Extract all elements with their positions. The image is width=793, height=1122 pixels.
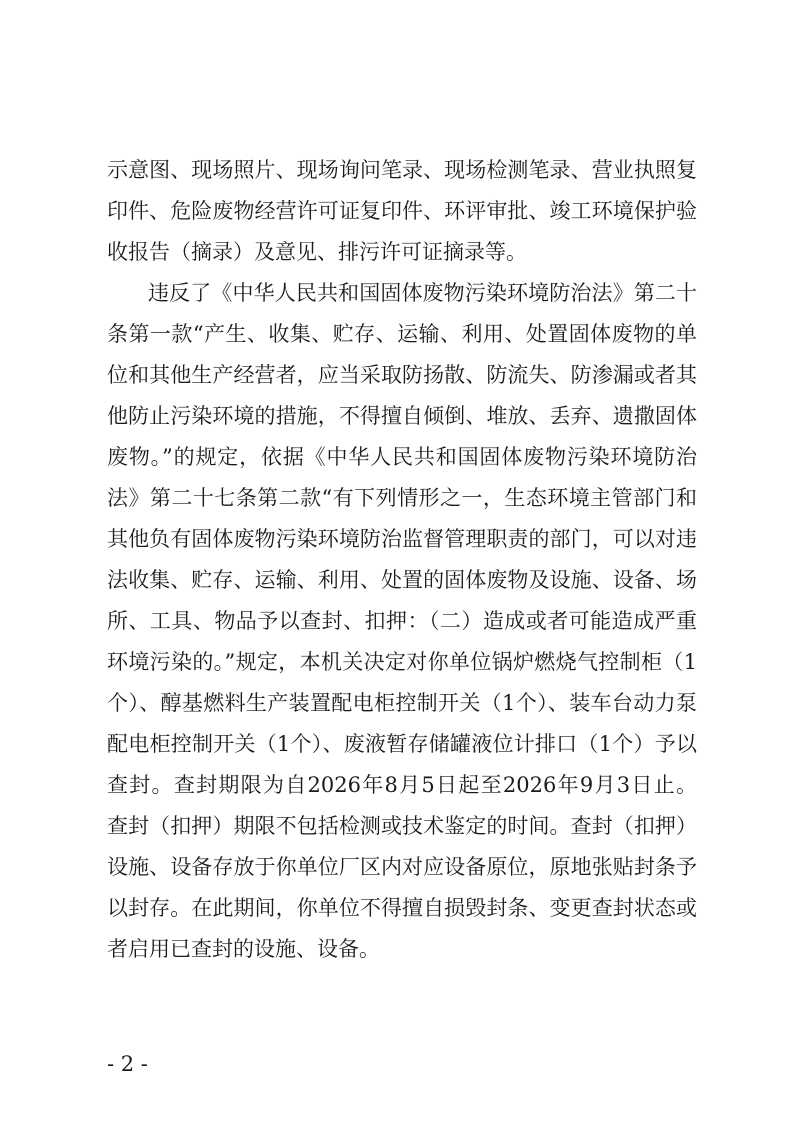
- page-number: - 2 -: [107, 1052, 148, 1076]
- body-text-line: 查封（扣押）期限不包括检测或技术鉴定的时间。查封（扣押）: [107, 814, 697, 838]
- body-text-line: 他防止污染环境的措施，不得擅自倾倒、堆放、丢弃、遗撒固体: [107, 404, 697, 428]
- body-text-line: 印件、危险废物经营许可证复印件、环评审批、竣工环境保护验: [107, 199, 697, 223]
- body-text-line: 示意图、现场照片、现场询问笔录、现场检测笔录、营业执照复: [107, 158, 697, 182]
- body-text-line: 位和其他生产经营者，应当采取防扬散、防流失、防渗漏或者其: [107, 363, 697, 387]
- body-text-line: 收报告（摘录）及意见、排污许可证摘录等。: [107, 240, 527, 264]
- body-text-line: 环境污染的。”规定，本机关决定对你单位锅炉燃烧气控制柜（1: [107, 650, 697, 674]
- body-text-line: 法收集、贮存、运输、利用、处置的固体废物及设施、设备、场: [107, 568, 697, 592]
- body-text-line: 所、工具、物品予以查封、扣押：（二）造成或者可能造成严重: [107, 609, 697, 633]
- body-text-line: 其他负有固体废物污染环境防治监督管理职责的部门，可以对违: [107, 527, 697, 551]
- body-text-line: 个）、醇基燃料生产装置配电柜控制开关（1个）、装车台动力泵: [107, 691, 697, 715]
- body-text-line: 条第一款“产生、收集、贮存、运输、利用、处置固体废物的单: [107, 322, 697, 346]
- body-text-line: 废物。”的规定，依据《中华人民共和国固体废物污染环境防治: [107, 445, 697, 469]
- body-text-line: 配电柜控制开关（1个）、废液暂存储罐液位计排口（1个）予以: [107, 732, 697, 756]
- body-text-line: 设施、设备存放于你单位厂区内对应设备原位，原地张贴封条予: [107, 855, 697, 879]
- body-text-line: 法》第二十七条第二款“有下列情形之一，生态环境主管部门和: [107, 486, 697, 510]
- body-text-line: 者启用已查封的设施、设备。: [107, 937, 380, 961]
- body-text-line: 查封。查封期限为自2026年8月5日起至2026年9月3日止。: [107, 773, 697, 797]
- body-text-line: 违反了《中华人民共和国固体废物污染环境防治法》第二十: [148, 281, 697, 305]
- body-text-line: 以封存。在此期间，你单位不得擅自损毁封条、变更查封状态或: [107, 896, 697, 920]
